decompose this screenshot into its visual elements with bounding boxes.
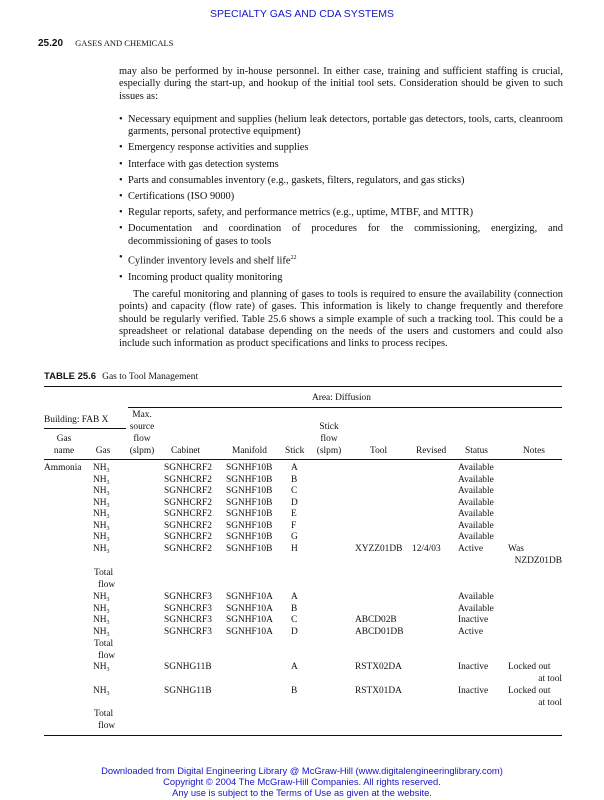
formula-subscript: 3 — [106, 537, 110, 543]
col-header-status: Status — [465, 446, 488, 456]
col-header-stick-flow: Stick — [319, 422, 339, 432]
stick-cell: A — [291, 463, 298, 473]
bullet-text: Emergency response activities and supplies — [128, 142, 309, 154]
total-flow-label: flow — [98, 580, 116, 590]
cabinet-cell: SGNHCRF3 — [164, 615, 212, 625]
col-header-tool: Tool — [370, 446, 388, 456]
formula-subscript: 3 — [106, 468, 110, 474]
bullet-item — [119, 175, 563, 187]
formula-subscript: 3 — [106, 667, 110, 673]
cabinet-cell: SGNHG11B — [164, 662, 212, 672]
gas-formula: $NH_3$ — [93, 509, 110, 520]
cabinet-cell: SGNHCRF2 — [164, 486, 212, 496]
gas-formula: $NH_3$ — [93, 603, 110, 615]
stick-cell: H — [291, 543, 298, 554]
col-header-gas: Gas — [95, 446, 111, 456]
formula-subscript: 3 — [106, 620, 110, 626]
bullet-item — [119, 191, 563, 203]
col-header-cabinet: Cabinet — [171, 446, 201, 456]
cabinet-cell: SGNHCRF2 — [164, 543, 212, 554]
bullet-icon: • — [119, 174, 123, 186]
col-header-gas-name: Gas — [56, 434, 72, 444]
bullet-item — [119, 159, 563, 171]
notes-cell: at tool — [538, 674, 562, 684]
formula-subscript: 3 — [106, 491, 110, 497]
gas-formula: $NH_3$ — [93, 592, 110, 603]
stick-cell: A — [291, 592, 298, 602]
bullet-text: Incoming product quality monitoring — [128, 271, 283, 283]
page-number: 25.20 — [38, 38, 64, 49]
manifold-cell: SGNHF10B — [226, 532, 273, 542]
stick-cell: E — [291, 509, 297, 519]
table-rule — [44, 386, 562, 387]
status-cell: Inactive — [458, 686, 489, 696]
footer-line: Downloaded from Digital Engineering Library @ McGraw-Hill (www.digitalengineeringlibrary.com) — [101, 765, 503, 776]
stick-cell: B — [291, 474, 298, 485]
stick-cell: G — [291, 532, 298, 542]
manifold-cell: SGNHF10A — [226, 592, 273, 602]
gas-formula: $NH_3$ — [93, 520, 110, 532]
bullet-item — [119, 223, 563, 248]
cabinet-cell: SGNHG11B — [164, 686, 212, 696]
cabinet-cell: SGNHCRF2 — [164, 497, 212, 508]
status-cell: Available — [458, 592, 494, 602]
cabinet-cell: SGNHCRF3 — [164, 592, 212, 602]
table-label: TABLE 25.6 — [44, 371, 97, 382]
notes-cell: Was — [508, 543, 524, 554]
total-flow-label: Total — [94, 709, 114, 719]
status-cell: Available — [458, 463, 494, 473]
cabinet-cell: SGNHCRF2 — [164, 509, 212, 519]
bullet-text: Cylinder inventory levels and shelf life — [128, 255, 291, 267]
status-cell: Available — [458, 474, 494, 485]
formula-subscript: 3 — [106, 479, 110, 486]
bullet-item — [119, 207, 563, 219]
chapter-title: GASES AND CHEMICALS — [75, 38, 174, 48]
notes-cell: at tool — [538, 698, 562, 708]
stick-cell: B — [291, 686, 298, 696]
gas-formula: $NH_3$ — [93, 686, 110, 697]
stick-cell: F — [291, 520, 297, 531]
download-footer — [0, 765, 604, 798]
status-cell: Active — [458, 626, 483, 637]
gas-formula: $NH_3$ — [93, 543, 110, 555]
col-header-max-flow: (slpm) — [129, 446, 155, 456]
total-flow-label: flow — [98, 651, 116, 661]
col-header-max-flow: Max. — [132, 410, 152, 420]
cabinet-cell: SGNHCRF3 — [164, 626, 212, 637]
notes-cell: Locked out — [508, 686, 551, 696]
bullet-icon: • — [119, 251, 123, 263]
gas-formula: $NH_3$ — [93, 662, 110, 673]
formula-subscript: 3 — [106, 597, 110, 603]
notes-cell: Locked out — [508, 662, 551, 672]
manifold-cell: SGNHF10B — [226, 474, 273, 485]
status-cell: Available — [458, 603, 494, 614]
page-banner: SPECIALTY GAS AND CDA SYSTEMS — [209, 8, 394, 20]
bullet-icon: • — [119, 191, 123, 203]
cabinet-cell: SGNHCRF2 — [164, 474, 212, 485]
stick-cell: C — [291, 615, 298, 625]
total-flow-label: Total — [94, 568, 114, 578]
tool-cell: ABCD02B — [355, 615, 397, 625]
manifold-cell: SGNHF10B — [226, 486, 273, 496]
cabinet-cell: SGNHCRF2 — [164, 532, 212, 542]
gas-formula: $NH_3$ — [93, 626, 110, 638]
total-flow-label: flow — [98, 721, 116, 731]
formula-subscript: 3 — [106, 608, 110, 615]
notes-cell: NZDZ01DB — [514, 555, 562, 566]
col-header-stick-flow: (slpm) — [316, 446, 342, 456]
body-paragraph: The careful monitoring and planning of gases to tools is required to ensure the availability (connection points) and capacity (flow rate) of gases. This information is likely to change frequently and therefore should be regularly verified. Table 25.6 shows a simple example of such a tracking tool. This could be a spreadsheet or relational database depending on the needs of the users and customers and could also include such information as product specifications and links to process recipes. — [119, 289, 563, 350]
status-cell: Available — [458, 520, 494, 531]
manifold-cell: SGNHF10B — [226, 509, 273, 519]
bullet-icon: • — [119, 142, 123, 154]
total-flow-label: Total — [94, 639, 114, 649]
gas-formula: $NH_3$ — [93, 532, 110, 543]
running-head — [38, 38, 173, 49]
cabinet-cell: SGNHCRF2 — [164, 520, 212, 531]
footer-line: Copyright © 2004 The McGraw-Hill Companies. All rights reserved. — [163, 776, 441, 787]
stick-cell: A — [291, 662, 298, 672]
col-header-notes: Notes — [523, 446, 545, 456]
cabinet-cell: SGNHCRF2 — [164, 463, 212, 473]
bullet-text: Interface with gas detection systems — [128, 158, 279, 170]
status-cell: Active — [458, 543, 483, 554]
manifold-cell: SGNHF10A — [226, 603, 273, 614]
status-cell: Available — [458, 497, 494, 508]
intro-paragraph: may also be performed by in-house personnel. In either case, training and sufficient staffing is crucial, especially during the start-up, and hookup of the initial tool sets. Consideration should be given to such issues as: — [119, 66, 563, 102]
bullet-icon: • — [119, 271, 123, 283]
stick-cell: D — [291, 497, 298, 508]
status-cell: Available — [458, 532, 494, 542]
table-caption — [44, 371, 198, 382]
manifold-cell: SGNHF10B — [226, 543, 273, 554]
formula-subscript: 3 — [106, 525, 110, 532]
bullet-text: Documentation and coordination of procedures for the commissioning, energizing, and decommissioning of gases to tools — [128, 223, 563, 247]
col-header-revised: Revised — [416, 446, 447, 456]
bullet-text: Regular reports, safety, and performance metrics (e.g., uptime, MTBF, and MTTR) — [128, 207, 474, 219]
bullet-icon: • — [119, 223, 123, 235]
status-cell: Available — [458, 509, 494, 519]
gas-formula: $NH_3$ — [93, 463, 110, 474]
col-header-stick: Stick — [285, 446, 305, 456]
table-rule — [44, 459, 562, 460]
manifold-cell: SGNHF10B — [226, 520, 273, 531]
revised-cell: 12/4/03 — [412, 543, 441, 554]
tool-cell: ABCD01DB — [355, 626, 404, 637]
col-header-stick-flow: flow — [320, 434, 338, 444]
bullet-icon: • — [119, 114, 123, 125]
building-label: Building: FAB X — [44, 415, 109, 425]
bullet-icon: • — [119, 158, 123, 170]
gas-name-cell: Ammonia — [44, 463, 82, 473]
tool-cell: RSTX01DA — [355, 686, 402, 696]
bullet-icon: • — [119, 207, 123, 219]
tool-cell: RSTX02DA — [355, 662, 402, 672]
formula-subscript: 3 — [106, 514, 110, 520]
footnote-ref: 22 — [290, 254, 297, 261]
footer-line: Any use is subject to the Terms of Use as given at the website. — [172, 787, 432, 798]
bullet-list — [119, 114, 563, 288]
stick-cell: C — [291, 486, 298, 496]
formula-subscript: 3 — [106, 631, 110, 638]
stick-cell: B — [291, 603, 298, 614]
status-cell: Inactive — [458, 662, 489, 672]
bullet-text: Necessary equipment and supplies (helium leak detectors, portable gas detectors, tools, carts, cleanroom garments, personal protective equipment) — [128, 114, 563, 138]
manifold-cell: SGNHF10A — [226, 615, 273, 625]
stick-cell: D — [291, 626, 298, 637]
col-header-max-flow: flow — [133, 434, 151, 444]
manifold-cell: SGNHF10A — [226, 626, 273, 637]
status-cell: Inactive — [458, 615, 489, 625]
status-cell: Available — [458, 486, 494, 496]
bullet-item — [119, 252, 563, 268]
col-header-max-flow: source — [129, 422, 155, 432]
manifold-cell: SGNHF10B — [226, 497, 273, 508]
bullet-text: Certifications (ISO 9000) — [128, 191, 235, 203]
tool-cell: XYZZ01DB — [355, 543, 403, 554]
bullet-item — [119, 272, 563, 284]
formula-subscript: 3 — [106, 502, 110, 509]
bullet-item — [119, 142, 563, 154]
cabinet-cell: SGNHCRF3 — [164, 603, 212, 614]
formula-subscript: 3 — [106, 691, 110, 697]
manifold-cell: SGNHF10B — [226, 463, 273, 473]
col-header-manifold: Manifold — [232, 446, 267, 456]
bullet-item — [119, 114, 563, 139]
table-rule — [44, 428, 126, 429]
area-label: Area: Diffusion — [312, 393, 371, 403]
table-rule — [44, 735, 562, 736]
col-header-gas-name: name — [53, 446, 75, 456]
table-rule — [128, 407, 562, 408]
gas-formula: $NH_3$ — [93, 497, 110, 509]
table-title: Gas to Tool Management — [102, 372, 199, 382]
bullet-text: Parts and consumables inventory (e.g., gaskets, filters, regulators, and gas sticks) — [128, 174, 465, 186]
formula-subscript: 3 — [106, 548, 110, 555]
gas-formula: $NH_3$ — [93, 615, 110, 626]
gas-formula: $NH_3$ — [93, 474, 110, 486]
gas-formula: $NH_3$ — [93, 486, 110, 497]
